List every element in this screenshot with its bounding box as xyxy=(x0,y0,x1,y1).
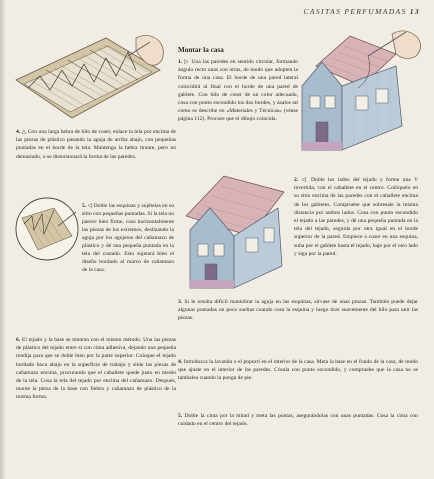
illustration-lacing-walls xyxy=(10,30,170,125)
step-number: 5. xyxy=(82,203,87,209)
right-step-5 xyxy=(178,412,418,428)
window xyxy=(198,244,208,256)
step-text: Doble las esquinas y sujételas en su sitio con pequeñas puntadas. Si la tela no parece bien firme, cosa horizontalmente las piezas de los extremos, deslizando la aguja por los agujeros del cañamazo de plástico y dé una pequeña puntada en la tela del costado. Esto sujetará bien el diseño bordado al marco de cañamazo de la casa. xyxy=(82,203,175,273)
window xyxy=(310,96,320,108)
step-direction-symbol: ▷ xyxy=(184,59,190,65)
step-direction-symbol: ◁ xyxy=(87,203,93,209)
page-number: 13 xyxy=(409,7,420,16)
running-header-title: CASITAS PERFUMADAS xyxy=(303,7,407,16)
step-number: 1. xyxy=(178,59,183,65)
left-step-5 xyxy=(82,202,174,274)
step-text: Con una larga hebra de hilo de coser, enlace la tela por encima de las piezas de plástico pasando la aguja de arriba abajo, con pequeñas puntadas en el borde de la tela. Mantenga la hebra tirante, pero no demasiado, o se distorsionará la forma de las paredes. xyxy=(16,129,176,160)
window xyxy=(214,244,224,256)
step-number: 2. xyxy=(294,177,299,183)
step-number: 4. xyxy=(178,359,183,365)
step-number: 6. xyxy=(16,337,21,343)
right-step-3 xyxy=(178,298,418,323)
step-text: Una las paredes en sentido circular, formando ángulo recto unas con otras, de modo que adopten la forma de una casa. El borde de una pared lateral coincidirá al final con el borde de una pared de gablete. Con hilo de coser de un color adecuado, cosa con punto escondido los dos bordes, y ásalos tal como se describe en «Materiales y Técnicas» (véase página 112). Procure que el dibujo coincida. xyxy=(178,59,298,123)
step-number: 4. xyxy=(16,129,21,135)
step-text: Doble los lados del tejado y forme una V invertida, con el caballete en el centro. Colóquelo en su sitio encima de las paredes con el caballete encima de los gabletes. Compruebe que sobresale la misma distancia por ambos lados. Cosa con punto escondido el tejado a las paredes, y dé una pequeña puntada en la tela del tejado, seguida por otra igual en el borde superior de la pared. Empiece a coser en una esquina, suba por el gablete hasta el tejado, baje por el otro lado y siga por la pared. xyxy=(294,177,418,257)
window xyxy=(356,96,368,110)
window xyxy=(376,89,388,103)
page-gutter-shadow xyxy=(0,0,6,479)
hand-drawing xyxy=(392,31,421,59)
step-text: Introduzca la lavanda o el popurrí en el interior de la casa. Meta la base en el fondo de la casa, de modo que ajuste en el interior de las paredes. Cósala con punto escondido, y compruebe que la casa no se tambalea cuando la ponga de pie. xyxy=(178,359,418,382)
step-direction-symbol: ◁ xyxy=(301,177,308,183)
window xyxy=(264,228,274,242)
left-step-4 xyxy=(16,128,176,161)
step-direction-symbol: △ xyxy=(21,129,27,135)
illustration-house-assembly xyxy=(296,26,430,166)
window xyxy=(325,96,335,108)
window xyxy=(246,238,258,252)
right-step-2 xyxy=(294,176,418,258)
garden-band xyxy=(190,280,234,288)
step-text: Doble la cinta por la mitad y meta las puntas, asegurándolas con unas puntadas. Cosa la cinta con cuidado en el centro del tejado. xyxy=(178,413,418,428)
section-heading: Montar la casa xyxy=(178,46,224,54)
step-text: Si le resulta difícil maniobrar la aguja en las esquinas, sírvase de unas pinzas. También puede dejar algunas puntadas un poco sueltas cuando cosa la esquina y luego tirar suavemente del hilo para unir las piezas. xyxy=(178,299,418,322)
step-number: 5. xyxy=(178,413,183,419)
right-step-4 xyxy=(178,358,418,383)
step-text: El tejado y la base se montan con el mismo método. Una las piezas de plástico del tejado entre sí con cinta adhesiva, dejando una pequeña rendija para que se doble bien por la parte superior. Coloque el tejado bordado boca abajo en la superficie de trabajo y sitúe las piezas de cañamazo encima, procurando que el caballete quede justo en medio de la tela. Cosa la tela del tejado por encima del cañamazo. Después, monte la pieza de la base con fieltro y cañamazo de plástico de la misma forma. xyxy=(16,337,176,401)
illustration-folding-corners xyxy=(14,196,80,262)
step-number: 3. xyxy=(178,299,183,305)
left-step-6 xyxy=(16,336,176,402)
right-step-1 xyxy=(178,58,298,124)
running-header xyxy=(304,7,420,16)
illustration-roof-attached xyxy=(180,170,292,294)
garden-band xyxy=(302,142,342,150)
